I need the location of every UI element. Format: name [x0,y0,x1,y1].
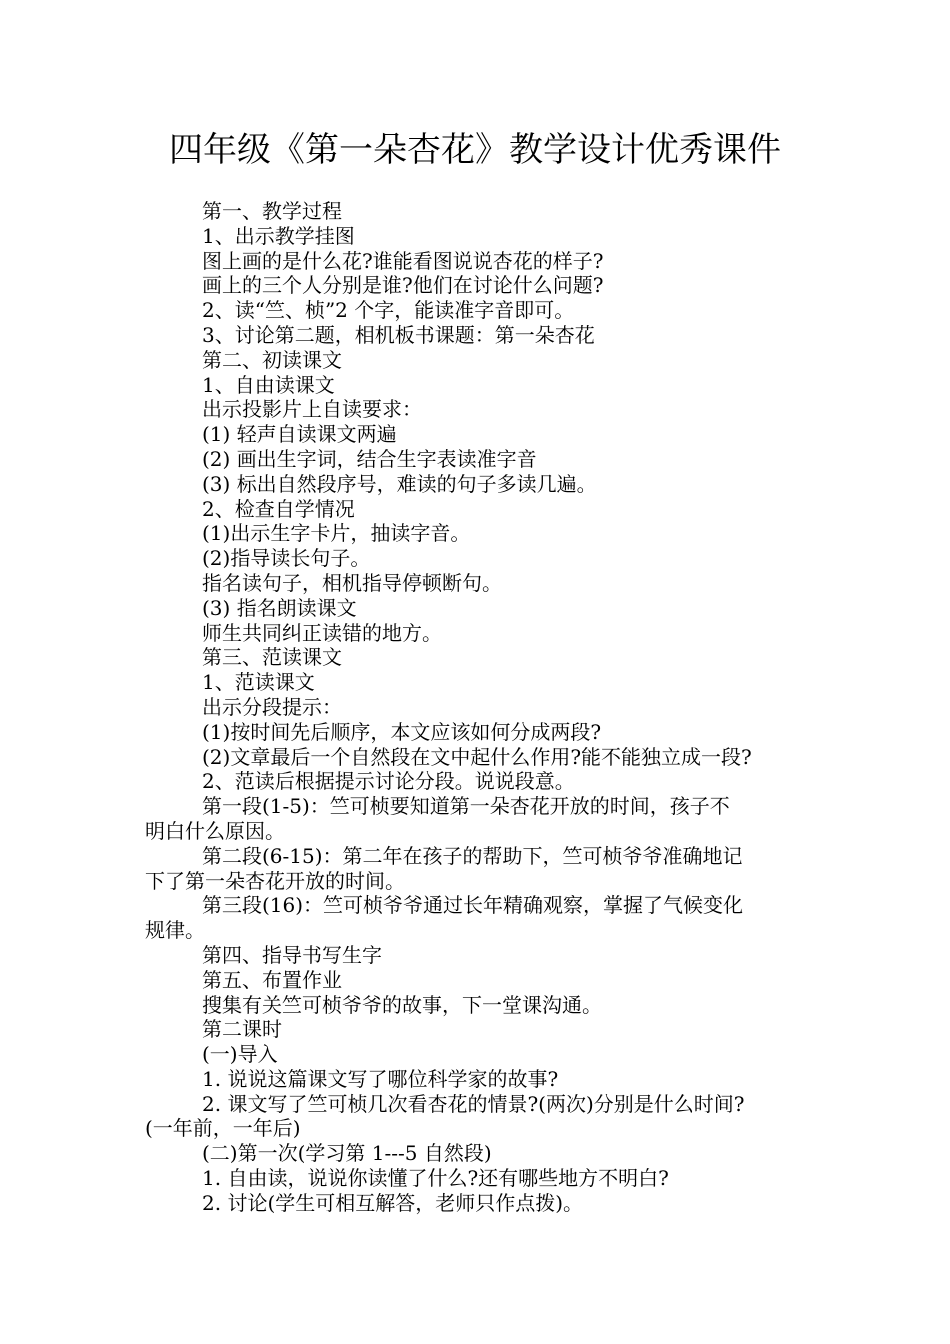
document-title: 四年级《第一朵杏花》教学设计优秀课件 [169,130,781,170]
text-line: 第三、范读课文 [202,645,342,670]
text-line: 第一、教学过程 [202,199,342,223]
text-line: 出示分段提示： [202,694,342,719]
text-line: 3、讨论第二题，相机板书课题：第一朵杏花 [202,322,595,347]
text-line: 搜集有关竺可桢爷爷的故事，下一堂课沟通。 [202,992,602,1017]
text-line: 第五、布置作业 [202,967,342,992]
text-line: 1、出示教学挂图 [202,223,355,248]
text-line: (3) 标出自然段序号，难读的句子多读几遍。 [202,471,597,496]
text-line: 第四、指导书写生字 [202,942,382,967]
text-line: (一年前，一年后) [145,1116,301,1141]
text-line: 2. 课文写了竺可桢几次看杏花的情景?(两次)分别是什么时间? [202,1091,745,1116]
text-line: 出示投影片上自读要求： [202,397,422,422]
text-line: 1. 说说这篇课文写了哪位科学家的故事? [202,1066,559,1091]
document-body [145,199,825,1216]
text-line: 第一段(1-5)：竺可桢要知道第一朵杏花开放的时间，孩子不 [202,794,730,819]
text-line: 第三段(16)：竺可桢爷爷通过长年精确观察，掌握了气候变化 [202,893,744,918]
text-line: 2. 讨论(学生可相互解答，老师只作点拨)。 [202,1190,584,1215]
text-line: 明白什么原因。 [145,818,285,843]
text-line: (2)文章最后一个自然段在文中起什么作用?能不能独立成一段? [202,744,752,769]
text-line: 1、范读课文 [202,670,315,695]
text-line: (2)指导读长句子。 [202,546,371,571]
text-line: (二)第一次(学习第 1---5 自然段) [202,1141,492,1166]
text-line: 师生共同纠正读错的地方。 [202,620,442,645]
text-line: 图上画的是什么花?谁能看图说说杏花的样子? [202,248,604,273]
text-line: (1)按时间先后顺序，本文应该如何分成两段? [202,719,602,744]
text-line: (2) 画出生字词，结合生字表读准字音 [202,446,537,471]
text-line: 第二课时 [202,1017,282,1042]
text-line: (一)导入 [202,1042,278,1067]
text-line: 指名读句子，相机指导停顿断句。 [202,570,502,595]
text-line: (3) 指名朗读课文 [202,595,357,620]
text-line: 下了第一朵杏花开放的时间。 [145,868,405,893]
text-line: 1、自由读课文 [202,372,335,397]
text-line: 画上的三个人分别是谁?他们在讨论什么问题? [202,273,604,298]
text-line: 2、检查自学情况 [202,496,355,521]
text-line: 2、范读后根据提示讨论分段。说说段意。 [202,769,575,794]
text-line: 1. 自由读，说说你读懂了什么?还有哪些地方不明白? [202,1166,669,1191]
text-line: 2、读“竺、桢”2 个字，能读准字音即可。 [202,298,575,323]
text-line: 第二、初读课文 [202,347,342,372]
text-line: 第二段(6-15)：第二年在孩子的帮助下，竺可桢爷爷准确地记 [202,843,743,868]
text-line: 规律。 [145,918,205,943]
text-line: (1)出示生字卡片，抽读字音。 [202,521,471,546]
text-line: (1) 轻声自读课文两遍 [202,422,397,447]
